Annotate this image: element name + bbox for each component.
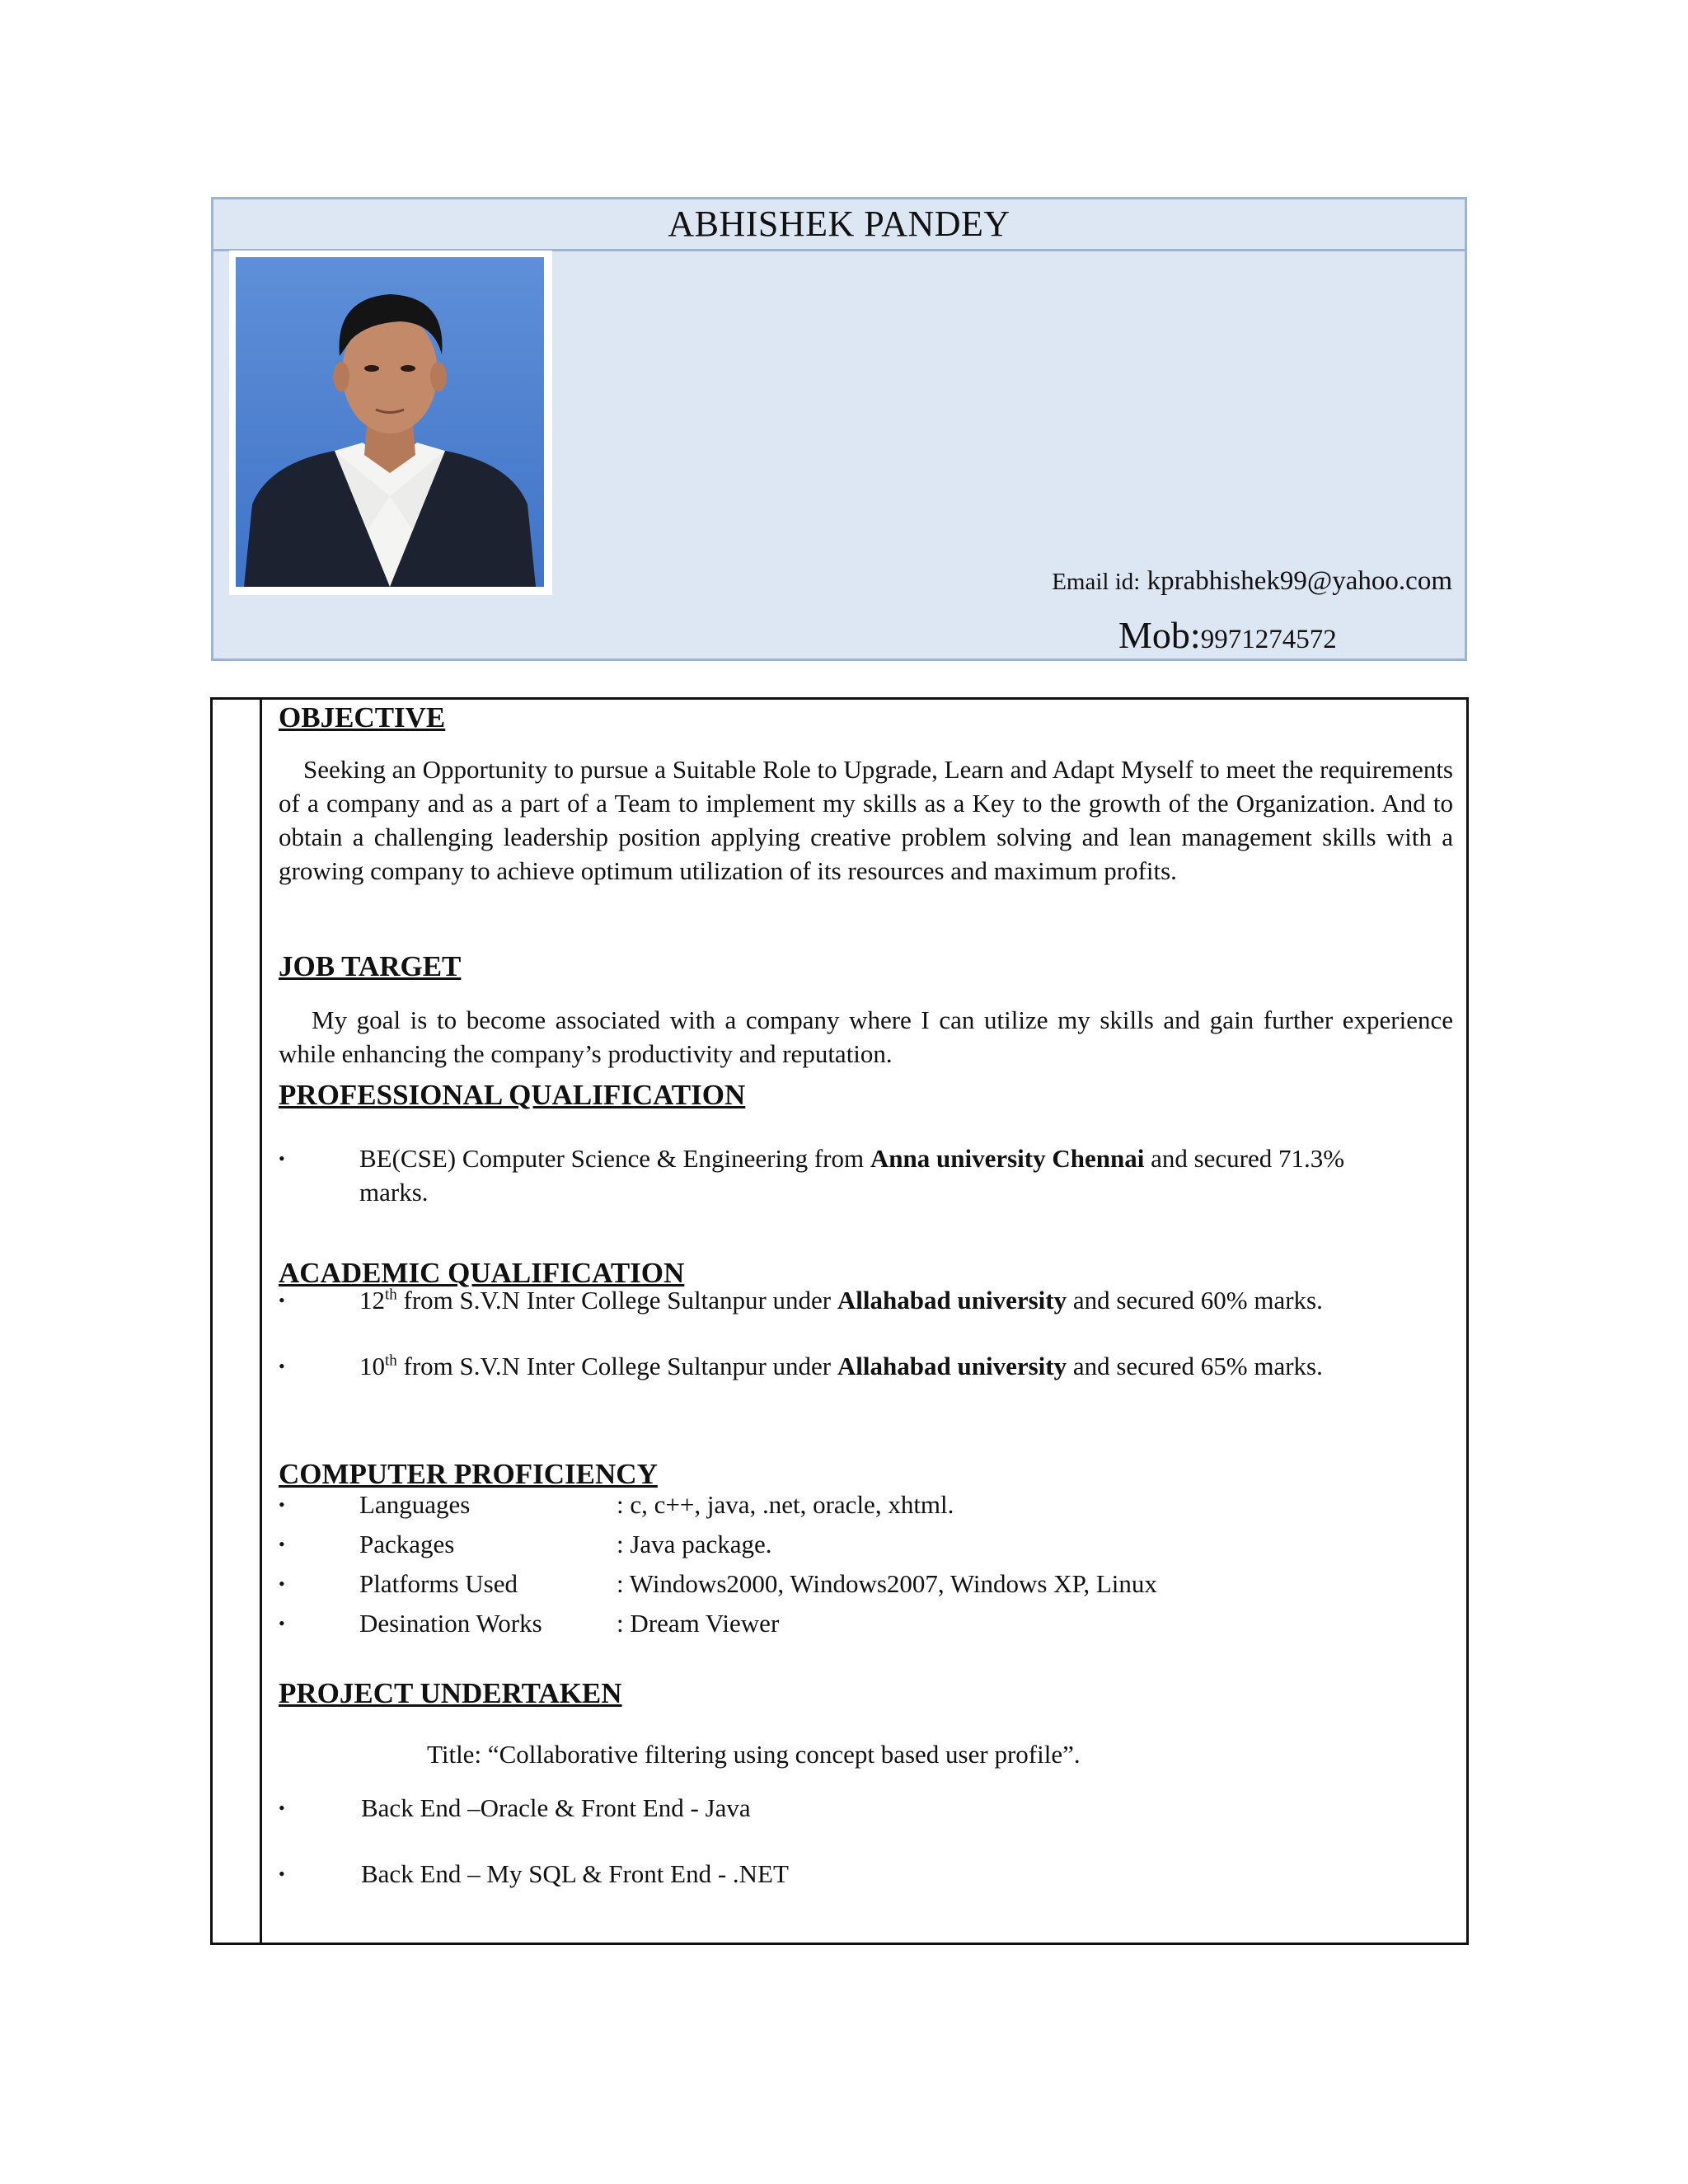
professional-item-text: BE(CSE) Computer Science & Engineering from <box>359 1144 870 1173</box>
objective-paragraph: Seeking an Opportunity to pursue a Suitable Role to Upgrade, Learn and Adapt Myself to meet the requirements of a company and as a part of a Team to implement my skills as a Key to the growth of the Organization. And to obtain a challenging leadership position applying creative problem solving and lean management skills with a growing company to achieve optimum utilization of its resources and maximum profits. <box>279 755 1453 885</box>
professional-item <box>279 1141 1418 1209</box>
academic-item-university: Allahabad university <box>837 1286 1067 1315</box>
academic-item-suffix: th <box>385 1286 397 1304</box>
computer-heading: COMPUTER PROFICIENCY <box>279 1458 658 1490</box>
computer-item-platforms <box>279 1567 1157 1601</box>
academic-item-12th <box>279 1283 1418 1317</box>
job-target-text <box>279 1003 1453 1071</box>
bullet-icon: • <box>279 1863 285 1884</box>
professional-item-result: and secured 71.3% marks. <box>359 1144 1345 1207</box>
email-label: Email id: <box>1052 569 1141 595</box>
computer-item-key: Platforms Used <box>359 1569 518 1598</box>
project-item-2 <box>279 1857 789 1891</box>
resume-body <box>210 697 1469 1945</box>
academic-item-text: from S.V.N Inter College Sultanpur under <box>396 1286 837 1315</box>
job-target-heading: JOB TARGET <box>279 950 462 982</box>
professional-heading: PROFESSIONAL QUALIFICATION <box>279 1079 746 1111</box>
academic-item-10th <box>279 1349 1418 1383</box>
mobile-label: Mob: <box>1118 614 1201 656</box>
profile-photo-image <box>236 257 544 587</box>
computer-item-key: Packages <box>359 1530 455 1558</box>
email-address[interactable]: kprabhishek99@yahoo.com <box>1146 566 1452 596</box>
resume-header <box>211 197 1467 661</box>
computer-item-value: : Dream Viewer <box>617 1609 780 1638</box>
academic-item-class: 10 <box>359 1352 385 1380</box>
computer-item-value: : c, c++, java, .net, oracle, xhtml. <box>617 1490 954 1519</box>
mobile-line <box>1118 613 1337 657</box>
candidate-name: ABHISHEK PANDEY <box>213 199 1465 251</box>
mobile-number: 9971274572 <box>1200 625 1337 654</box>
computer-item-packages <box>279 1527 772 1561</box>
bullet-icon: • <box>279 1613 285 1633</box>
academic-item-university: Allahabad university <box>837 1352 1067 1380</box>
computer-item-desination <box>279 1606 780 1640</box>
bullet-icon: • <box>279 1494 285 1515</box>
professional-item-university: Anna university Chennai <box>870 1144 1145 1173</box>
left-margin-column <box>260 700 262 1943</box>
academic-heading: ACADEMIC QUALIFICATION <box>279 1257 685 1289</box>
project-item-text: Back End –Oracle & Front End - Java <box>361 1793 751 1822</box>
email-line <box>1052 566 1452 597</box>
computer-item-value: : Windows2000, Windows2007, Windows XP, Linux <box>617 1569 1157 1598</box>
project-item-text: Back End – My SQL & Front End - .NET <box>361 1859 789 1888</box>
profile-photo <box>229 251 552 595</box>
job-target-paragraph: My goal is to become associated with a company where I can utilize my skills and gain further experience while enhancing the company’s productivity and reputation. <box>279 1005 1453 1068</box>
computer-item-value: : Java package. <box>617 1530 772 1558</box>
project-item-1 <box>279 1791 751 1825</box>
bullet-icon: • <box>279 1148 285 1169</box>
computer-item-languages <box>279 1488 954 1521</box>
project-title: Title: “Collaborative filtering using concept based user profile”. <box>427 1740 1081 1769</box>
bullet-icon: • <box>279 1534 285 1554</box>
objective-heading: OBJECTIVE <box>279 701 446 733</box>
academic-item-suffix: th <box>385 1352 397 1370</box>
bullet-icon: • <box>279 1797 285 1818</box>
project-heading: PROJECT UNDERTAKEN <box>279 1677 622 1709</box>
academic-item-result: and secured 65% marks. <box>1067 1352 1323 1380</box>
bullet-icon: • <box>279 1573 285 1594</box>
computer-item-key: Languages <box>359 1490 471 1519</box>
academic-item-result: and secured 60% marks. <box>1067 1286 1323 1315</box>
objective-text <box>279 752 1453 888</box>
computer-item-key: Desination Works <box>359 1609 542 1638</box>
academic-item-text: from S.V.N Inter College Sultanpur under <box>396 1352 837 1380</box>
bullet-icon: • <box>279 1290 285 1310</box>
academic-item-class: 12 <box>359 1286 385 1315</box>
bullet-icon: • <box>279 1356 285 1376</box>
